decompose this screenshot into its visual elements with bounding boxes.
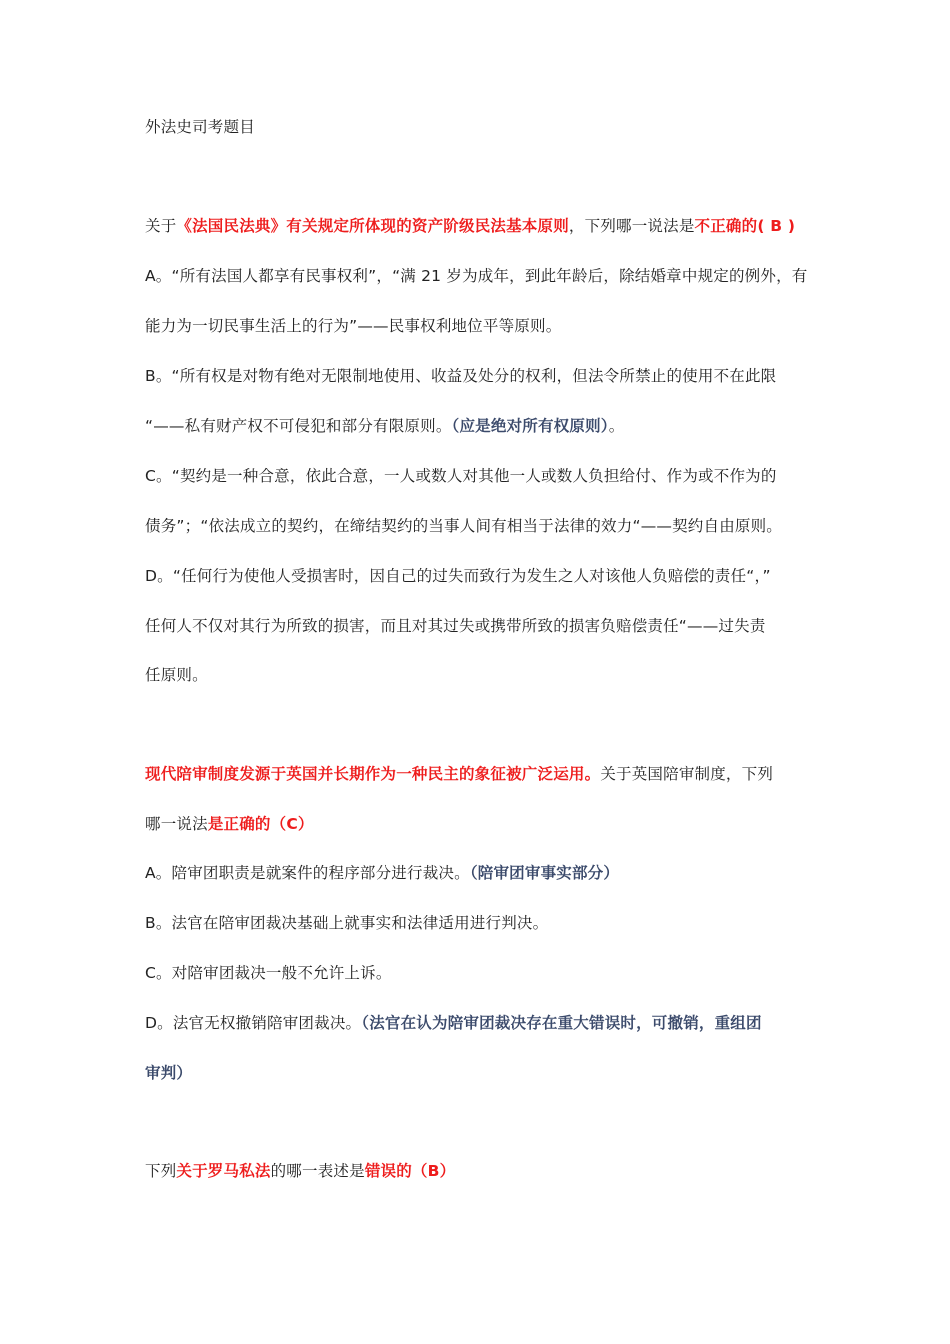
q1-stem — [145, 215, 795, 237]
q3-stem — [145, 1160, 455, 1182]
q1-option-d-line3: 任原则。 — [145, 666, 208, 684]
q1-option-b-line1: B。“所有权是对物有绝对无限制地使用、收益及处分的权利，但法令所禁止的使用不在此限 — [145, 367, 777, 385]
q1-option-b-note: （应是绝对所有权原则） — [451, 417, 609, 435]
q1-option-b-line2 — [145, 415, 624, 437]
q1-answer: 不正确的( B ) — [694, 217, 796, 235]
q1-option-a-line1: A。“所有法国人都享有民事权利”，“满 21 岁为成年，到此年龄后，除结婚章中规定的例外，有 — [145, 267, 808, 285]
q1-option-b-end: 。 — [608, 417, 625, 435]
q3-stem-mid: 的哪一表述是 — [270, 1162, 365, 1180]
q2-stem-question: 关于英国陪审制度，下列 — [600, 765, 774, 783]
q1-option-d-line1: D。“任何行为使他人受损害时，因自己的过失而致行为发生之人对该他人负赔偿的责任“，” — [145, 567, 771, 585]
q2-option-d-line1 — [145, 1012, 762, 1034]
doc-title: 外法史司考题目 — [145, 118, 255, 136]
q1-stem-prefix: 关于 — [145, 217, 177, 235]
q1-option-d-line2: 任何人不仅对其行为所致的损害，而且对其过失或携带所致的损害负赔偿责任“——过失责 — [145, 617, 766, 635]
q2-option-a — [145, 862, 619, 884]
q2-option-d-note: （法官在认为陪审团裁决存在重大错误时，可撤销，重组团 — [361, 1014, 762, 1032]
q2-option-d-text: D。法官无权撤销陪审团裁决。 — [145, 1014, 362, 1032]
q2-option-c: C。对陪审团裁决一般不允许上诉。 — [145, 964, 392, 982]
q2-option-b: B。法官在陪审团裁决基础上就事实和法律适用进行判决。 — [145, 914, 549, 932]
q1-option-a-line2: 能力为一切民事生活上的行为”——民事权利地位平等原则。 — [145, 317, 562, 335]
q2-option-a-text: A。陪审团职责是就案件的程序部分进行裁决。 — [145, 864, 470, 882]
q1-stem-topic: 《法国民法典》有关规定所体现的资产阶级民法基本原则 — [176, 217, 569, 235]
q1-stem-mid: ，下列哪一说法是 — [568, 217, 695, 235]
q1-option-c-line2: 债务”；“依法成立的契约，在缔结契约的当事人间有相当于法律的效力“——契约自由原则。 — [145, 517, 782, 535]
q2-stem-line1 — [145, 763, 773, 785]
q3-answer: 错误的（B） — [364, 1162, 456, 1180]
q2-stem-intro: 现代陪审制度发源于英国并长期作为一种民主的象征被广泛运用。 — [145, 765, 601, 783]
q2-stem-line2 — [145, 813, 314, 835]
q2-option-d-line2: 审判） — [145, 1064, 193, 1082]
q1-option-b-text: “——私有财产权不可侵犯和部分有限原则。 — [145, 417, 452, 435]
q3-stem-prefix: 下列 — [145, 1162, 177, 1180]
q2-answer: 是正确的（C） — [207, 815, 314, 833]
q3-stem-topic: 关于罗马私法 — [176, 1162, 271, 1180]
q2-stem-question-cont: 哪一说法 — [145, 815, 208, 833]
q1-option-c-line1: C。“契约是一种合意，依此合意，一人或数人对其他一人或数人负担给付、作为或不作为的 — [145, 467, 777, 485]
q2-option-a-note: （陪审团审事实部分） — [469, 864, 620, 882]
